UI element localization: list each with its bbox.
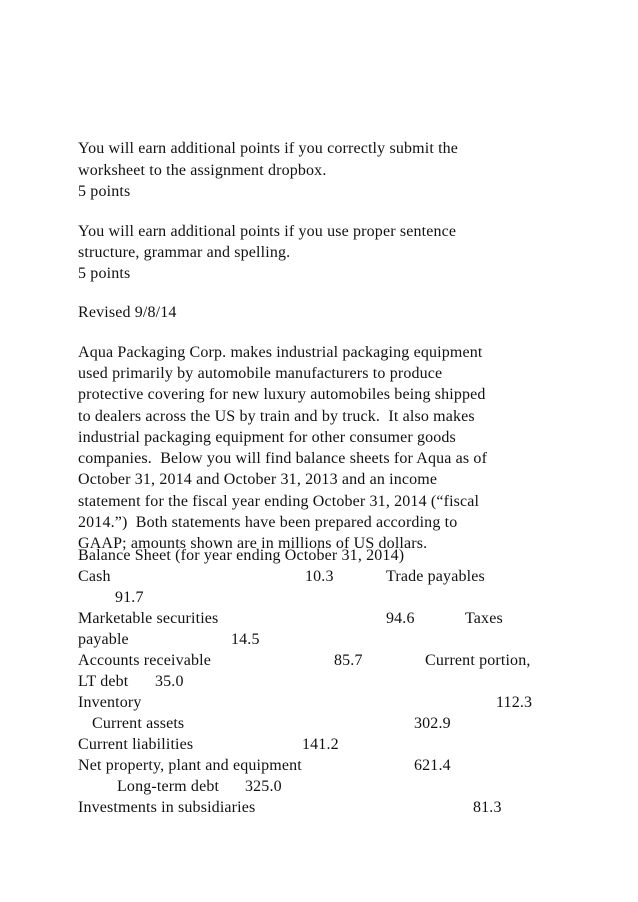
paragraph-line: Aqua Packaging Corp. makes industrial packaging equipment xyxy=(78,344,483,361)
long-term-debt-label: Long-term debt xyxy=(117,778,220,795)
inventory-value: 112.3 xyxy=(496,694,533,711)
long-term-debt-value: 325.0 xyxy=(245,778,282,795)
taxes-payable-label: Taxes xyxy=(465,610,503,627)
paragraph-line: GAAP; amounts shown are in millions of US dollars. xyxy=(78,535,428,552)
revised-date: Revised 9/8/14 xyxy=(78,304,177,321)
investments-label: Investments in subsidiaries xyxy=(78,799,256,816)
ppe-value: 621.4 xyxy=(414,757,451,774)
paragraph-line: industrial packaging equipment for other consumer goods xyxy=(78,429,456,446)
current-assets-label: Current assets xyxy=(92,715,185,732)
trade-payables-value: 91.7 xyxy=(115,589,144,606)
inventory-label: Inventory xyxy=(78,694,142,711)
current-portion-label: Current portion, xyxy=(425,652,531,669)
paragraph-line: You will earn additional points if you correctly submit the xyxy=(78,140,459,157)
paragraph-line: structure, grammar and spelling. xyxy=(78,244,291,261)
marketable-securities-label: Marketable securities xyxy=(78,610,219,627)
accounts-receivable-label: Accounts receivable xyxy=(78,652,212,669)
paragraph-line: October 31, 2014 and October 31, 2013 and an income xyxy=(78,471,438,488)
paragraph-line: 2014.”) Both statements have been prepared according to xyxy=(78,514,458,531)
paragraph-line: used primarily by automobile manufacturers to produce xyxy=(78,365,443,382)
balance-sheet-heading: Balance Sheet (for year ending October 31, 2014) xyxy=(78,547,405,564)
points-line: 5 points xyxy=(78,265,131,282)
paragraph-line: to dealers across the US by train and by truck. It also makes xyxy=(78,408,475,425)
trade-payables-label: Trade payables xyxy=(386,568,485,585)
investments-value: 81.3 xyxy=(473,799,502,816)
marketable-securities-value: 94.6 xyxy=(386,610,415,627)
paragraph-line: You will earn additional points if you use proper sentence xyxy=(78,223,457,240)
current-liabilities-label: Current liabilities xyxy=(78,736,194,753)
cash-value: 10.3 xyxy=(305,568,334,585)
paragraph-line: protective covering for new luxury automobiles being shipped xyxy=(78,386,486,403)
paragraph-line: statement for the fiscal year ending October 31, 2014 (“fiscal xyxy=(78,493,480,510)
cash-label: Cash xyxy=(78,568,111,585)
current-portion-value: 35.0 xyxy=(155,673,184,690)
current-assets-value: 302.9 xyxy=(414,715,451,732)
taxes-payable-value: 14.5 xyxy=(231,631,260,648)
points-line: 5 points xyxy=(78,183,131,200)
current-liabilities-value: 141.2 xyxy=(302,736,339,753)
accounts-receivable-value: 85.7 xyxy=(334,652,363,669)
taxes-payable-label-cont: payable xyxy=(78,631,129,648)
paragraph-line: worksheet to the assignment dropbox. xyxy=(78,162,327,179)
current-portion-label-cont: LT debt xyxy=(78,673,129,690)
paragraph-line: companies. Below you will find balance sheets for Aqua as of xyxy=(78,450,488,467)
ppe-label: Net property, plant and equipment xyxy=(78,757,302,774)
